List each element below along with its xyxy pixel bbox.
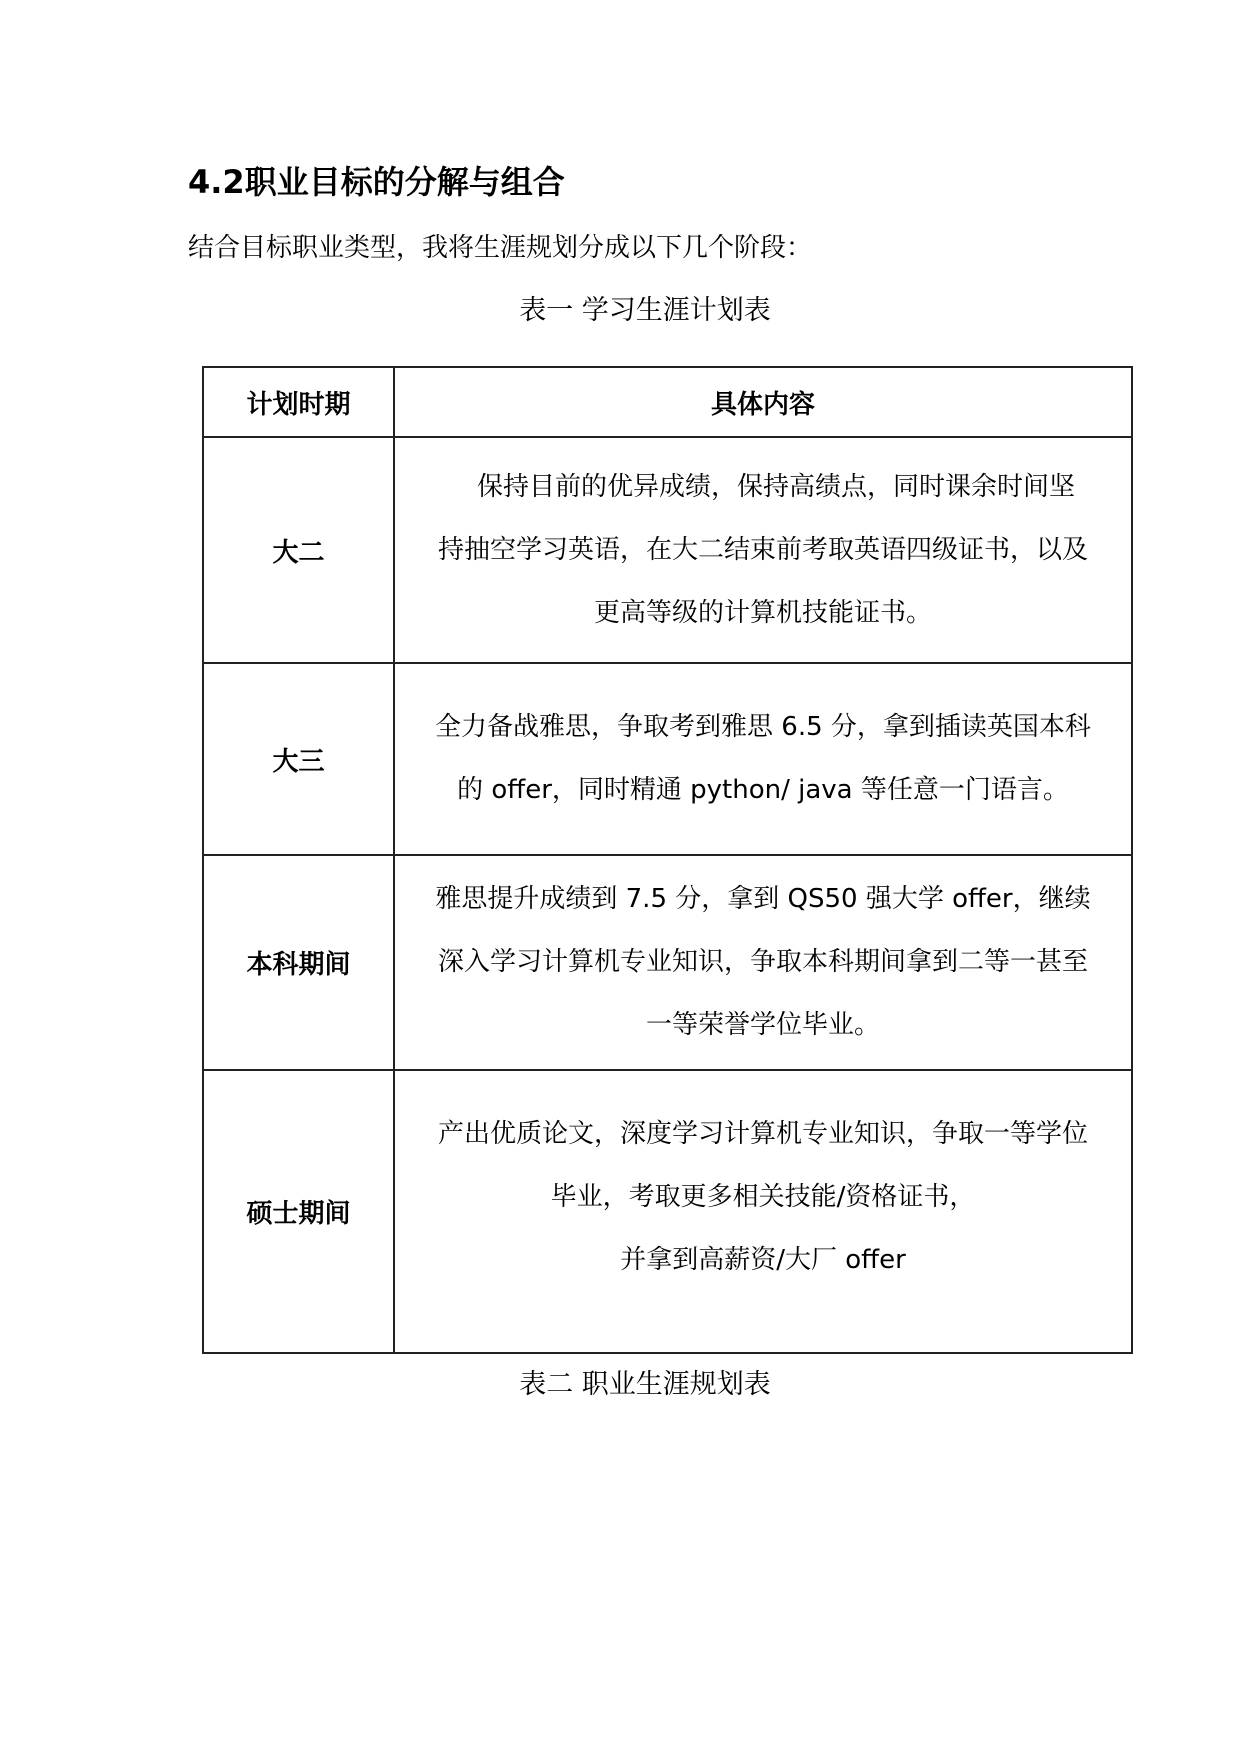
content-line: 持抽空学习英语，在大二结束前考取英语四级证书，以及 xyxy=(437,534,1088,565)
content-cell xyxy=(394,1070,1132,1353)
header-period: 计划时期 xyxy=(203,367,394,437)
table1-caption: 表一 学习生涯计划表 xyxy=(519,295,771,326)
content-cell xyxy=(394,663,1132,855)
content-line: 毕业，考取更多相关技能/资格证书， xyxy=(550,1182,976,1212)
table-row xyxy=(203,437,1132,663)
section-heading: 4.2职业目标的分解与组合 xyxy=(188,163,565,201)
study-plan-table xyxy=(202,366,1133,1354)
table-row xyxy=(203,1070,1132,1353)
intro-paragraph: 结合目标职业类型，我将生涯规划分成以下几个阶段： xyxy=(188,233,813,263)
period-cell: 大三 xyxy=(203,663,394,855)
content-cell xyxy=(394,855,1132,1070)
content-line: 全力备战雅思，争取考到雅思 6.5 分，拿到插读英国本科 xyxy=(435,712,1091,742)
content-line: 一等荣誉学位毕业。 xyxy=(645,1010,880,1040)
table-row xyxy=(203,855,1132,1070)
period-cell: 本科期间 xyxy=(203,855,394,1070)
content-line: 的 offer，同时精通 python/ java 等任意一门语言。 xyxy=(457,775,1069,805)
content-line: 保持目前的优异成绩，保持高绩点，同时课余时间坚 xyxy=(450,471,1075,502)
period-cell: 大二 xyxy=(203,437,394,663)
table-header-row xyxy=(203,367,1132,437)
period-cell: 硕士期间 xyxy=(203,1070,394,1353)
content-line: 深入学习计算机专业知识，争取本科期间拿到二等一甚至 xyxy=(437,947,1088,977)
table2-caption: 表二 职业生涯规划表 xyxy=(519,1369,771,1400)
header-content: 具体内容 xyxy=(394,367,1132,437)
content-cell xyxy=(394,437,1132,663)
table-row xyxy=(203,663,1132,855)
content-line: 并拿到高薪资/大厂 offer xyxy=(620,1245,906,1275)
content-line: 雅思提升成绩到 7.5 分，拿到 QS50 强大学 offer，继续 xyxy=(435,884,1091,914)
content-line: 产出优质论文，深度学习计算机专业知识，争取一等学位 xyxy=(437,1119,1088,1149)
content-line: 更高等级的计算机技能证书。 xyxy=(593,597,932,628)
